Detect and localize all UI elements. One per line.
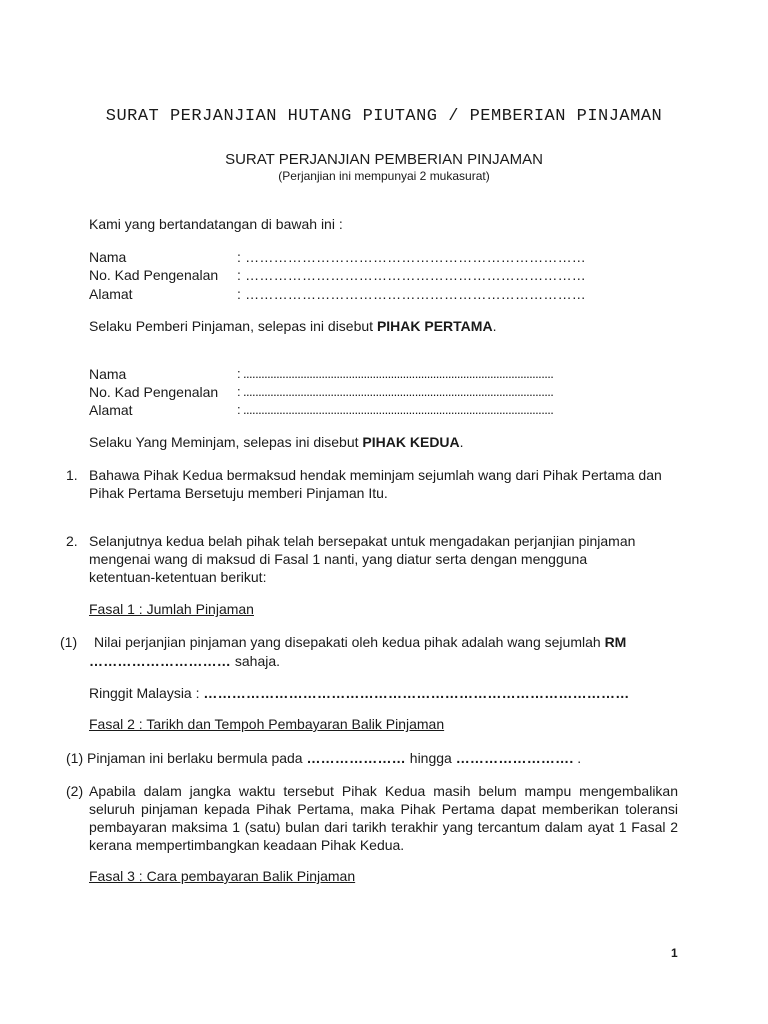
party2-ic-field: : ....................................................................................................... <box>237 384 554 399</box>
fasal-2-item-2-text: Apabila dalam jangka waktu tersebut Pihak Kedua masih belum mampu mengembalikan seluruh pinjaman kepada Pihak Pertama, maka Pihak Pertama dapat memberikan toleransi pembayaran maksima 1 (satu) bulan dari tarikh terakhir yang tercantum dalam ayat 1 Fasal 2 kerana mempertimbangkan keadaan Pihak Kedua. <box>89 783 678 853</box>
fasal-2-item-1-text: Pinjaman ini berlaku bermula pada <box>87 750 307 766</box>
party1-name-field: : ……………………………………………………………… <box>237 249 586 265</box>
fasal-2-item-1-end: . <box>573 750 582 766</box>
ringgit-label: Ringgit Malaysia : <box>89 685 204 701</box>
hingga-text: hingga <box>405 750 456 766</box>
party1-role: PIHAK PERTAMA <box>376 318 493 334</box>
fasal-1-heading: Fasal 1 : Jumlah Pinjaman <box>89 601 254 617</box>
start-date-field: ………………… <box>306 750 406 766</box>
ringgit-line <box>89 684 629 702</box>
party2-name-field: : ....................................................................................................... <box>237 366 554 381</box>
amount-line <box>89 652 280 670</box>
party2-address-field: : ....................................................................................................... <box>237 402 554 417</box>
party1-desc-prefix: Selaku Pemberi Pinjaman, selepas ini disebut <box>89 318 377 334</box>
party2-description <box>89 433 464 451</box>
party1-ic-label: No. Kad Pengenalan <box>89 267 219 283</box>
party1-desc-suffix: . <box>492 318 497 334</box>
party2-ic-label: No. Kad Pengenalan <box>89 384 219 400</box>
page-count-note: (Perjanjian ini mempunyai 2 mukasurat) <box>278 169 490 183</box>
clause-2-number: 2. <box>66 533 78 549</box>
document-title: SURAT PERJANJIAN HUTANG PIUTANG / PEMBERIAN PINJAMAN <box>105 107 663 126</box>
party2-address-label: Alamat <box>89 402 133 418</box>
party1-ic-field: : ……………………………………………………………… <box>237 267 586 283</box>
amount-field: ………………………… <box>89 653 231 669</box>
party1-address-label: Alamat <box>89 286 133 302</box>
fasal-1-item-1-number: (1) <box>60 634 78 650</box>
amount-suffix: sahaja. <box>231 653 281 669</box>
party2-role: PIHAK KEDUA <box>362 434 460 450</box>
party1-name-label: Nama <box>89 249 127 265</box>
fasal-1-item-1-body: Nilai perjanjian pinjaman yang disepakati oleh kedua pihak adalah wang sejumlah <box>94 634 605 650</box>
fasal-3-heading: Fasal 3 : Cara pembayaran Balik Pinjaman <box>89 868 356 884</box>
party2-name-label: Nama <box>89 366 127 382</box>
clause-1-number: 1. <box>66 467 78 483</box>
party1-address-field: : ……………………………………………………………… <box>237 286 586 302</box>
document-subtitle: SURAT PERJANJIAN PEMBERIAN PINJAMAN <box>225 151 543 168</box>
page-number: 1 <box>671 946 678 960</box>
ringgit-field: ……………………………………………………………………………… <box>203 685 630 701</box>
rm-label: RM <box>604 634 627 650</box>
party2-desc-prefix: Selaku Yang Meminjam, selepas ini disebut <box>89 434 363 450</box>
fasal-2-item-1-number: (1) <box>66 750 84 766</box>
fasal-1-item-1-text <box>94 633 626 651</box>
fasal-2-item-1 <box>66 749 581 767</box>
party2-desc-suffix: . <box>459 434 464 450</box>
clause-2-text: Selanjutnya kedua belah pihak telah bersepakat untuk mengadakan perjanjian pinjaman mengenai wang di maksud di Fasal 1 nanti, yang diatur serta dengan mengguna ketentuan-ketentuan berikut: <box>89 533 636 585</box>
party1-description <box>89 317 496 335</box>
end-date-field: ……………………. <box>455 750 574 766</box>
fasal-2-item-2-number: (2) <box>66 783 84 799</box>
fasal-2-heading: Fasal 2 : Tarikh dan Tempoh Pembayaran Balik Pinjaman <box>89 716 445 732</box>
intro-text: Kami yang bertandatangan di bawah ini : <box>89 216 343 232</box>
clause-1-text: Bahawa Pihak Kedua bermaksud hendak meminjam sejumlah wang dari Pihak Pertama dan Pihak Pertama Bersetuju memberi Pinjaman Itu. <box>89 467 662 501</box>
